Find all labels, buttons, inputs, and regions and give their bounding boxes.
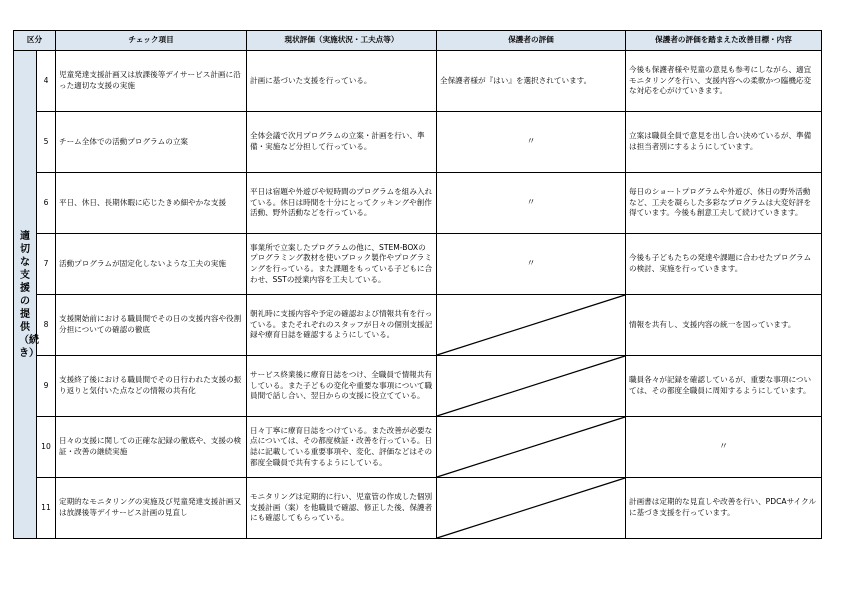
row-number: 11: [37, 478, 56, 539]
current-evaluation-cell: 平日は宿題や外遊びや短時間のプログラムを組み入れている。休日は時間を十分にとってクッキングや創作活動、野外活動などを行っている。: [247, 173, 437, 234]
header-current-evaluation: 現状評価（実施状況・工夫点等）: [247, 31, 437, 51]
category-cell: [14, 51, 37, 539]
improvement-cell: 今後も子どもたちの発達や課題に合わせたプログラムの検討、実施を行っていきます。: [626, 234, 822, 295]
current-evaluation-cell: 朝礼時に支援内容や予定の確認および情報共有を行っている。またそれぞれのスタッフが日々の個別支援記録や療育日誌を確認するようにしている。: [247, 295, 437, 356]
guardian-evaluation-blank-cell: [437, 478, 626, 539]
guardian-evaluation-cell: 〃: [437, 112, 626, 173]
current-evaluation-cell: 全体会議で次月プログラムの立案・計画を行い、準備・実施など分担して行っている。: [247, 112, 437, 173]
guardian-evaluation-blank-cell: [437, 417, 626, 478]
check-item-cell: 児童発達支援計画又は放課後等デイサービス計画に沿った適切な支援の実施: [56, 51, 247, 112]
header-guardian-evaluation: 保護者の評価: [437, 31, 626, 51]
table-row: [14, 478, 822, 539]
table-row: [14, 417, 822, 478]
row-number: 4: [37, 51, 56, 112]
row-number: 6: [37, 173, 56, 234]
improvement-cell: 今後も保護者様や児童の意見も参考にしながら、適宜モニタリングを行い、支援内容への柔軟かつ臨機応変な対応を心がけていきます。: [626, 51, 822, 112]
header-category: 区分: [14, 31, 56, 51]
improvement-cell: 情報を共有し、支援内容の統一を図っています。: [626, 295, 822, 356]
check-item-cell: チーム全体での活動プログラムの立案: [56, 112, 247, 173]
improvement-cell: 職員各々が記録を確認しているが、重要な事項については、その都度全職員に周知するようにしています。: [626, 356, 822, 417]
improvement-cell: 立案は職員全員で意見を出し合い決めているが、準備は担当者別にするようにしています。: [626, 112, 822, 173]
current-evaluation-cell: サービス終業後に療育日誌をつけ、全職員で情報共有している。また子どもの変化や重要な事項について職員間で話し合い、翌日からの支援に役立てている。: [247, 356, 437, 417]
table-row: [14, 51, 822, 112]
header-improvement: 保護者の評価を踏まえた改善目標・内容: [626, 31, 822, 51]
diagonal-slash: [437, 417, 625, 477]
evaluation-table: [13, 30, 822, 539]
current-evaluation-cell: 事業所で立案したプログラムの他に、STEM-BOXのプログラミング教材を使いブロック製作やプログラミングを行っている。また課題をもっている子どもに合わせ、SSTの授業内容を工夫している。: [247, 234, 437, 295]
table-row: [14, 112, 822, 173]
table-row: [14, 234, 822, 295]
improvement-cell: 〃: [626, 417, 822, 478]
current-evaluation-cell: 計画に基づいた支援を行っている。: [247, 51, 437, 112]
current-evaluation-cell: 日々丁寧に療育日誌をつけている。また改善が必要な点については、その都度検証・改善を行っている。日誌に記載している重要事項や、変化、評価などはその都度全職員で共有するようにしている。: [247, 417, 437, 478]
check-item-cell: 活動プログラムが固定化しないような工夫の実施: [56, 234, 247, 295]
guardian-evaluation-cell: 〃: [437, 173, 626, 234]
check-item-cell: 日々の支援に関しての正確な記録の徹底や、支援の検証・改善の継続実施: [56, 417, 247, 478]
diagonal-slash: [437, 356, 625, 416]
table-row: [14, 356, 822, 417]
guardian-evaluation-blank-cell: [437, 356, 626, 417]
row-number: 8: [37, 295, 56, 356]
header-check-item: チェック項目: [56, 31, 247, 51]
improvement-cell: 計画書は定期的な見直しや改善を行い、PDCAサイクルに基づき支援を行っています。: [626, 478, 822, 539]
diagonal-slash: [437, 478, 625, 538]
table-row: [14, 173, 822, 234]
row-number: 5: [37, 112, 56, 173]
current-evaluation-cell: モニタリングは定期的に行い、児童管の作成した個別支援計画（案）を他職員で確認、修正した後、保護者にも確認してもらっている。: [247, 478, 437, 539]
category-label: 適切な支援の提供（続き）: [19, 230, 39, 359]
check-item-cell: 支援終了後における職員間でその日行われた支援の振り返りと気付いた点などの情報の共有化: [56, 356, 247, 417]
check-item-cell: 平日、休日、長期休暇に応じたきめ細やかな支援: [56, 173, 247, 234]
guardian-evaluation-cell: 全保護者様が『はい』を選択されています。: [437, 51, 626, 112]
check-item-cell: 支援開始前における職員間でその日の支援内容や役割分担についての確認の徹底: [56, 295, 247, 356]
row-number: 9: [37, 356, 56, 417]
guardian-evaluation-cell: 〃: [437, 234, 626, 295]
header-row: [14, 31, 822, 51]
guardian-evaluation-blank-cell: [437, 295, 626, 356]
table-row: [14, 295, 822, 356]
diagonal-slash: [437, 295, 625, 355]
row-number: 10: [37, 417, 56, 478]
improvement-cell: 毎日のショートプログラムや外遊び、休日の野外活動など、工夫を凝らした多彩なプログラムは大変好評を得ています。今後も創意工夫して続けていきます。: [626, 173, 822, 234]
row-number: 7: [37, 234, 56, 295]
check-item-cell: 定期的なモニタリングの実施及び児童発達支援計画又は放課後等デイサービス計画の見直し: [56, 478, 247, 539]
